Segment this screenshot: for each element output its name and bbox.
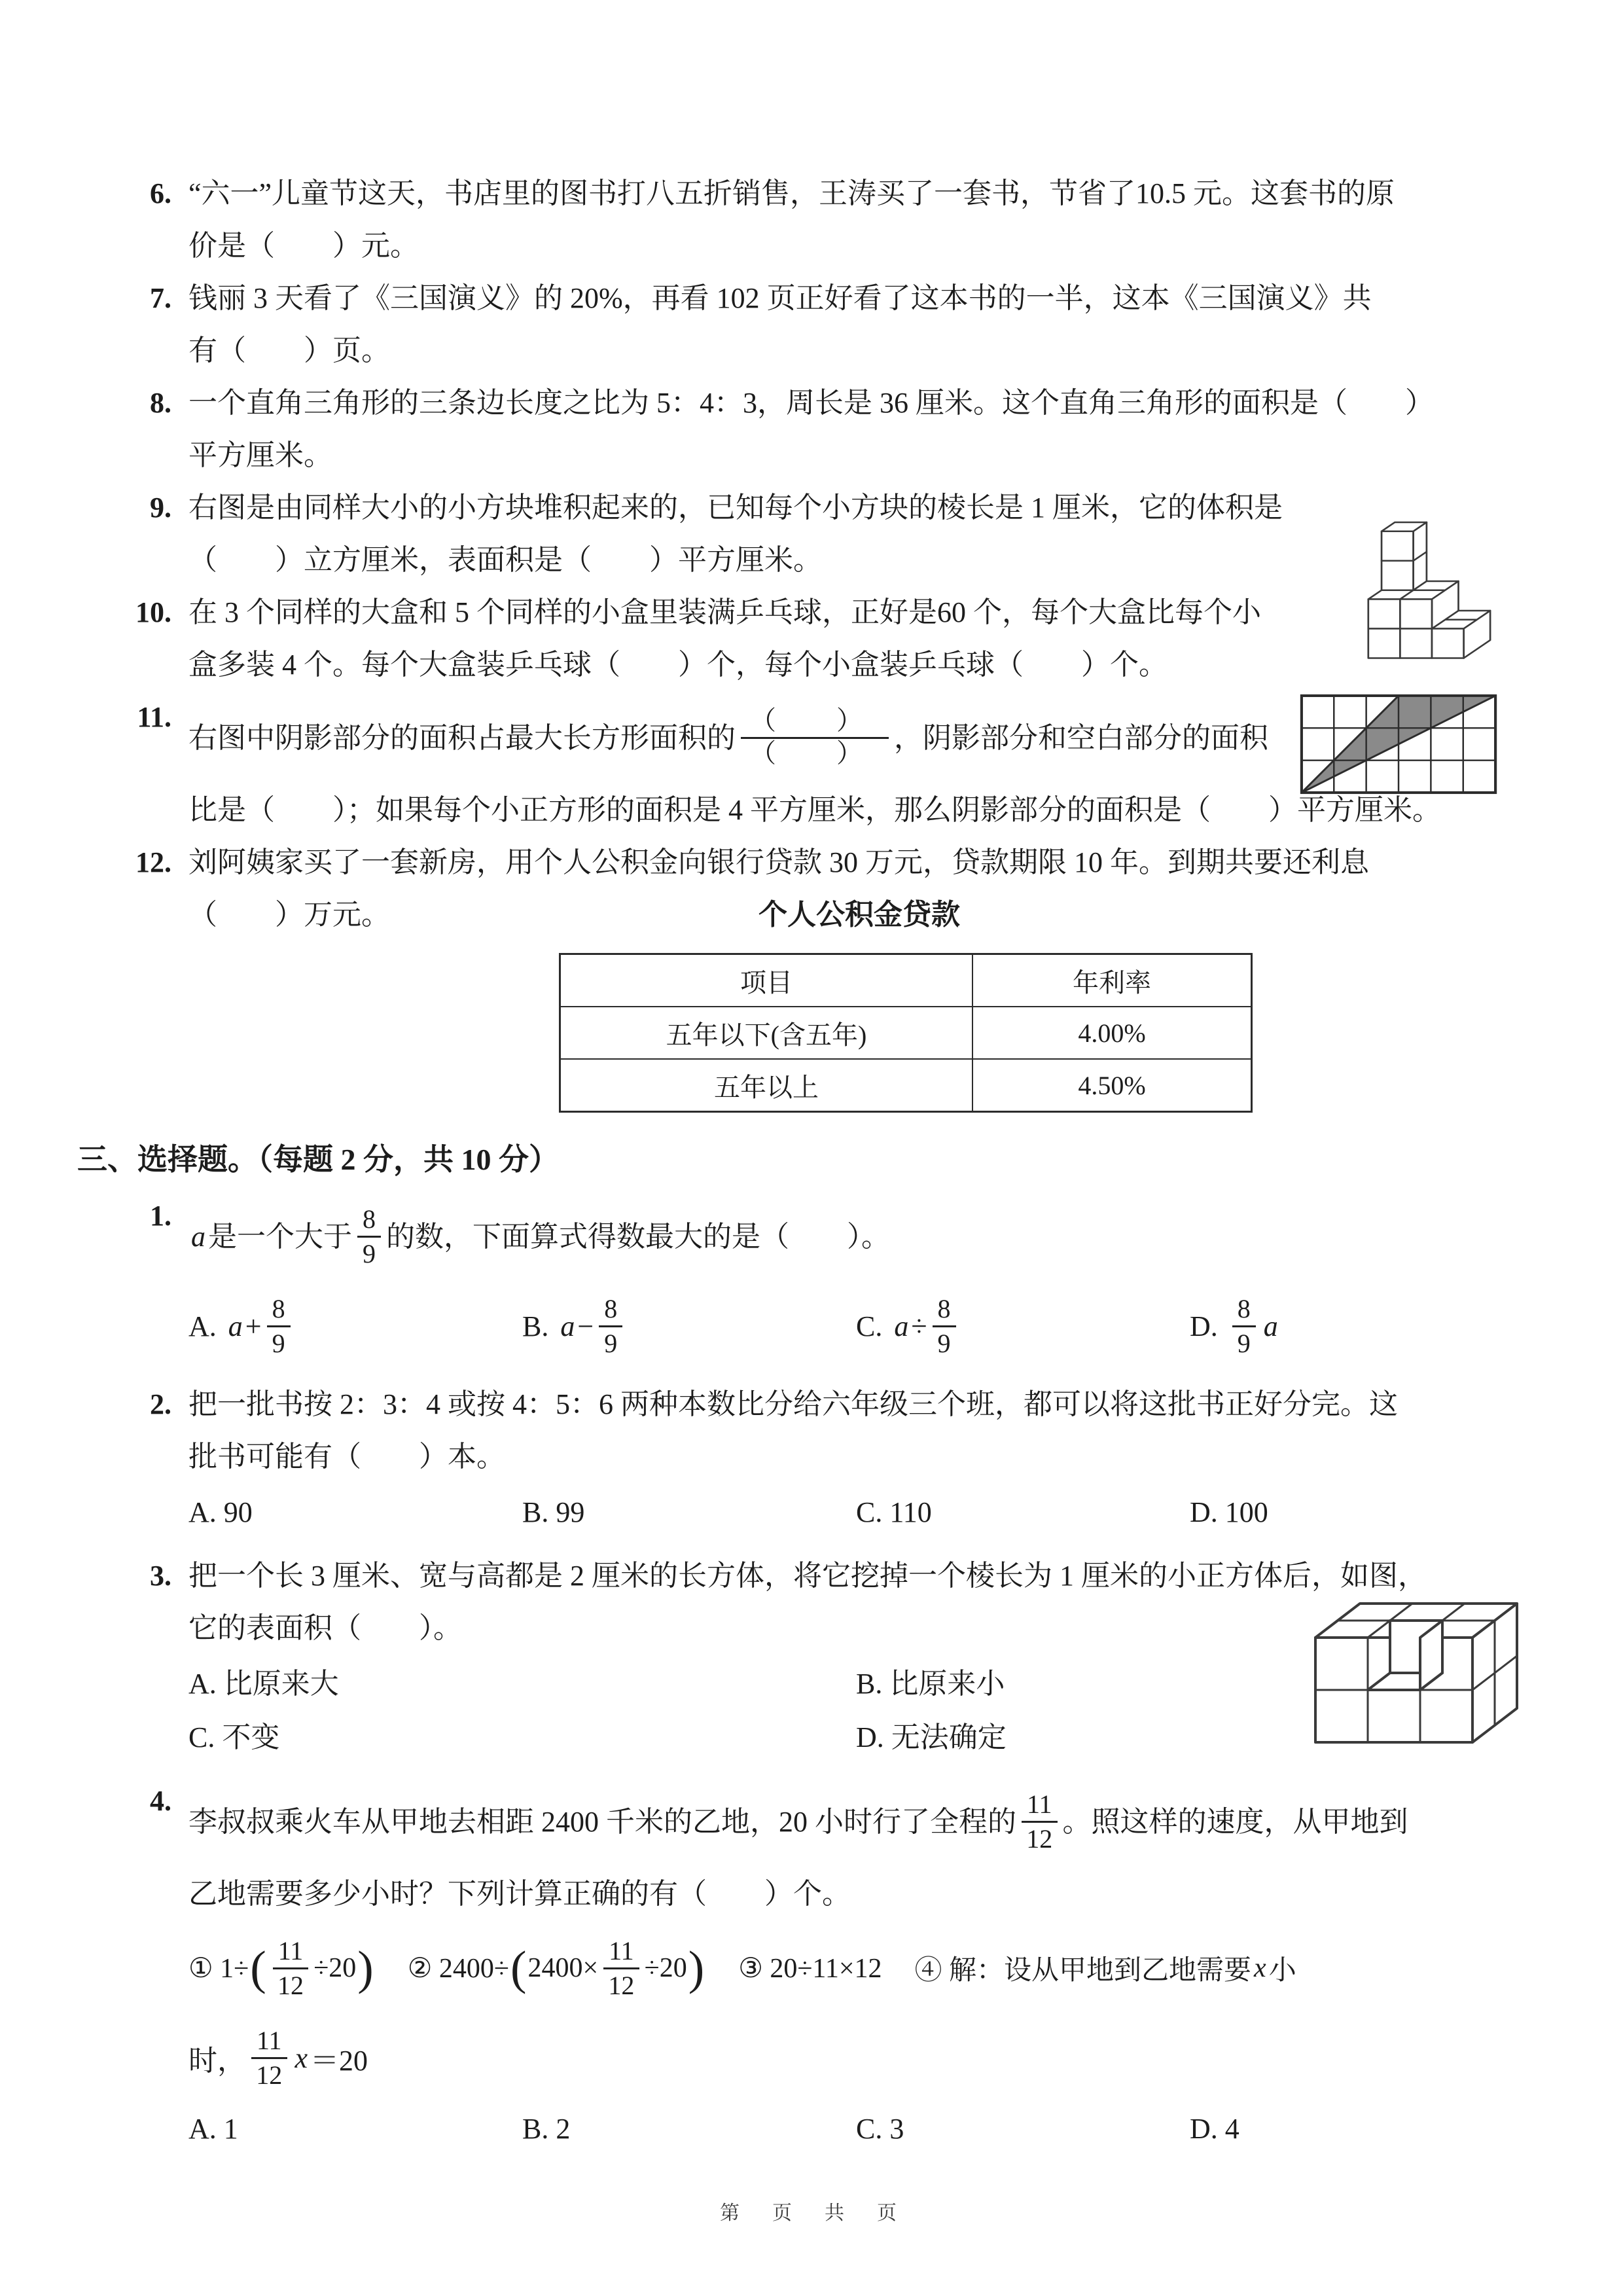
equation-3: ③ 20÷11×12 xyxy=(738,1954,882,1984)
question-number: 8. xyxy=(150,387,171,419)
loan-rate-table xyxy=(559,953,1253,1113)
mc-question-2 xyxy=(128,1378,1525,1550)
question-text: 刘阿姨家买了一套新房，用个人公积金向银行贷款 30 万元，贷款期限 10 年。到期共要还利息 xyxy=(188,846,1369,878)
question-text: 比是（ ）；如果每个小正方形的面积是 4 平方厘米，那么阴影部分的面积是（ ）平方厘米。 xyxy=(188,794,1441,826)
section-3-title: 三、选择题。（每题 2 分，共 10 分） xyxy=(77,1143,559,1176)
option-a: A. 90 xyxy=(188,1496,253,1528)
option-d: D. 无法确定 xyxy=(856,1721,1007,1753)
question-8 xyxy=(128,377,1525,482)
page-footer: 第 页 共 页 xyxy=(720,2202,903,2224)
question-number: 9. xyxy=(150,492,171,524)
question-text: 批书可能有（ ）本。 xyxy=(188,1441,505,1473)
mc-question-1 xyxy=(128,1190,1525,1378)
question-text: 钱丽 3 天看了《三国演义》的 20%，再看 102 页正好看了这本书的一半，这本《三国演义》共 xyxy=(188,282,1372,314)
option-d: D. 4 xyxy=(1190,2113,1240,2145)
mc2-options xyxy=(188,1486,1525,1539)
question-text: 一个直角三角形的三条边长度之比为 5：4：3，周长是 36 厘米。这个直角三角形的面积是（ ） xyxy=(188,387,1434,419)
blank-fraction: $\frac{( )}{( )}$ xyxy=(741,706,889,768)
question-number: 12. xyxy=(135,846,171,878)
notched-cuboid-figure xyxy=(1309,1559,1525,1749)
question-text: “六一”儿童节这天，书店里的图书打八五折销售，王涛买了一套书，节省了10.5 元。这套书的原 xyxy=(188,177,1395,209)
question-text: 它的表面积（ ）。 xyxy=(188,1612,462,1644)
option-b: B. a − $\frac{8}{9}$ xyxy=(522,1295,856,1357)
mc4-equations xyxy=(188,1920,1525,2016)
option-c: C. a ÷ $\frac{8}{9}$ xyxy=(856,1295,1190,1357)
option-d: D. $\frac{8}{9}$ a xyxy=(1190,1294,1278,1358)
mc-question-4 xyxy=(128,1775,1525,2166)
equation-4: ④ 解：设从甲地到乙地需要 x 小 xyxy=(914,1953,1296,1986)
question-number: 4. xyxy=(150,1785,171,1817)
question-7 xyxy=(128,272,1525,377)
question-text: 盒多装 4 个。每个大盒装乒乓球（ ）个，每个小盒装乒乓球（ ）个。 xyxy=(188,649,1168,681)
option-c: C. 110 xyxy=(856,1496,932,1528)
equation-1: ① 1÷ ( $\frac{11}{12}$ ÷20 ) xyxy=(188,1936,374,2000)
table-header-row xyxy=(560,954,1252,1007)
question-text: 把一批书按 2：3：4 或按 4：5：6 两种本数比分给六年级三个班，都可以将这批书正好分完。这 xyxy=(188,1388,1398,1420)
question-9 xyxy=(128,482,1525,586)
question-12 xyxy=(128,836,1525,1130)
fraction-8-9: $\frac{8}{9}$ xyxy=(357,1205,381,1267)
question-number: 3. xyxy=(150,1560,171,1592)
option-a: A. 1 xyxy=(188,2113,238,2145)
question-text: 有（ ）页。 xyxy=(188,334,390,367)
question-text: 右图中阴影部分的面积占最大长方形面积的 $\frac{( )}{( )}$ ，阴影部分和空白部分的面积 xyxy=(188,691,1525,784)
question-number: 11. xyxy=(137,701,171,733)
table-header-item: 项目 xyxy=(560,954,973,1007)
option-d: D. 100 xyxy=(1190,1496,1268,1528)
table-row: 五年以下(含五年) 4.00% xyxy=(560,1007,1252,1059)
question-text: （ ）立方厘米，表面积是（ ）平方厘米。 xyxy=(188,544,822,576)
fraction-11-12: $\frac{11}{12}$ xyxy=(1022,1790,1058,1852)
question-text: 在 3 个同样的大盒和 5 个同样的小盒里装满乒乓球，正好是60 个，每个大盒比每个小 xyxy=(188,596,1261,628)
mc4-options xyxy=(188,2102,1525,2156)
question-number: 7. xyxy=(150,282,171,314)
question-text: a 是一个大于 $\frac{8}{9}$ 的数，下面算式得数最大的是（ ）。 xyxy=(191,1204,890,1268)
mc1-options xyxy=(188,1283,1525,1369)
question-number: 2. xyxy=(150,1388,171,1420)
table-header-rate: 年利率 xyxy=(972,954,1252,1007)
question-number: 1. xyxy=(150,1200,171,1232)
question-text: 李叔叔乘火车从甲地去相距 2400 千米的乙地，20 小时行了全程的 $\frac{11}{12}$ 。照这样的速度，从甲地到 xyxy=(188,1789,1408,1854)
exam-content xyxy=(77,168,1525,2166)
option-a: A. a + $\frac{8}{9}$ xyxy=(188,1295,522,1357)
cube-stack-figure xyxy=(1361,503,1503,666)
question-6 xyxy=(128,168,1525,272)
option-b: B. 比原来小 xyxy=(856,1668,1005,1700)
table-row: 五年以上 4.50% xyxy=(560,1059,1252,1112)
question-text: 乙地需要多少小时？下列计算正确的有（ ）个。 xyxy=(188,1878,851,1910)
shaded-grid-figure xyxy=(1297,692,1501,796)
option-b: B. 2 xyxy=(522,2113,571,2145)
question-text: 平方厘米。 xyxy=(188,439,332,471)
equation-4-continued: 时， $\frac{11}{12}$ x ＝20 xyxy=(188,2026,368,2090)
loan-table-title: 个人公积金贷款 xyxy=(758,899,960,931)
question-text: （ ）万元。 个人公积金贷款 xyxy=(188,889,1525,941)
question-number: 10. xyxy=(135,596,171,628)
question-text: 把一个长 3 厘米、宽与高都是 2 厘米的长方体，将它挖掉一个棱长为 1 厘米的小正方体后，如图， xyxy=(188,1560,1427,1592)
option-a: A. 比原来大 xyxy=(188,1668,339,1700)
option-b: B. 99 xyxy=(522,1496,585,1528)
question-number: 6. xyxy=(150,177,171,209)
equation-2: ② 2400÷ ( 2400× $\frac{11}{12}$ ÷20 ) xyxy=(407,1936,705,2000)
option-c: C. 3 xyxy=(856,2113,904,2145)
question-10 xyxy=(128,586,1525,691)
question-text: 价是（ ）元。 xyxy=(188,230,419,262)
question-text: 右图是由同样大小的小方块堆积起来的，已知每个小方块的棱长是 1 厘米，它的体积是 xyxy=(188,492,1283,524)
option-c: C. 不变 xyxy=(188,1721,280,1753)
